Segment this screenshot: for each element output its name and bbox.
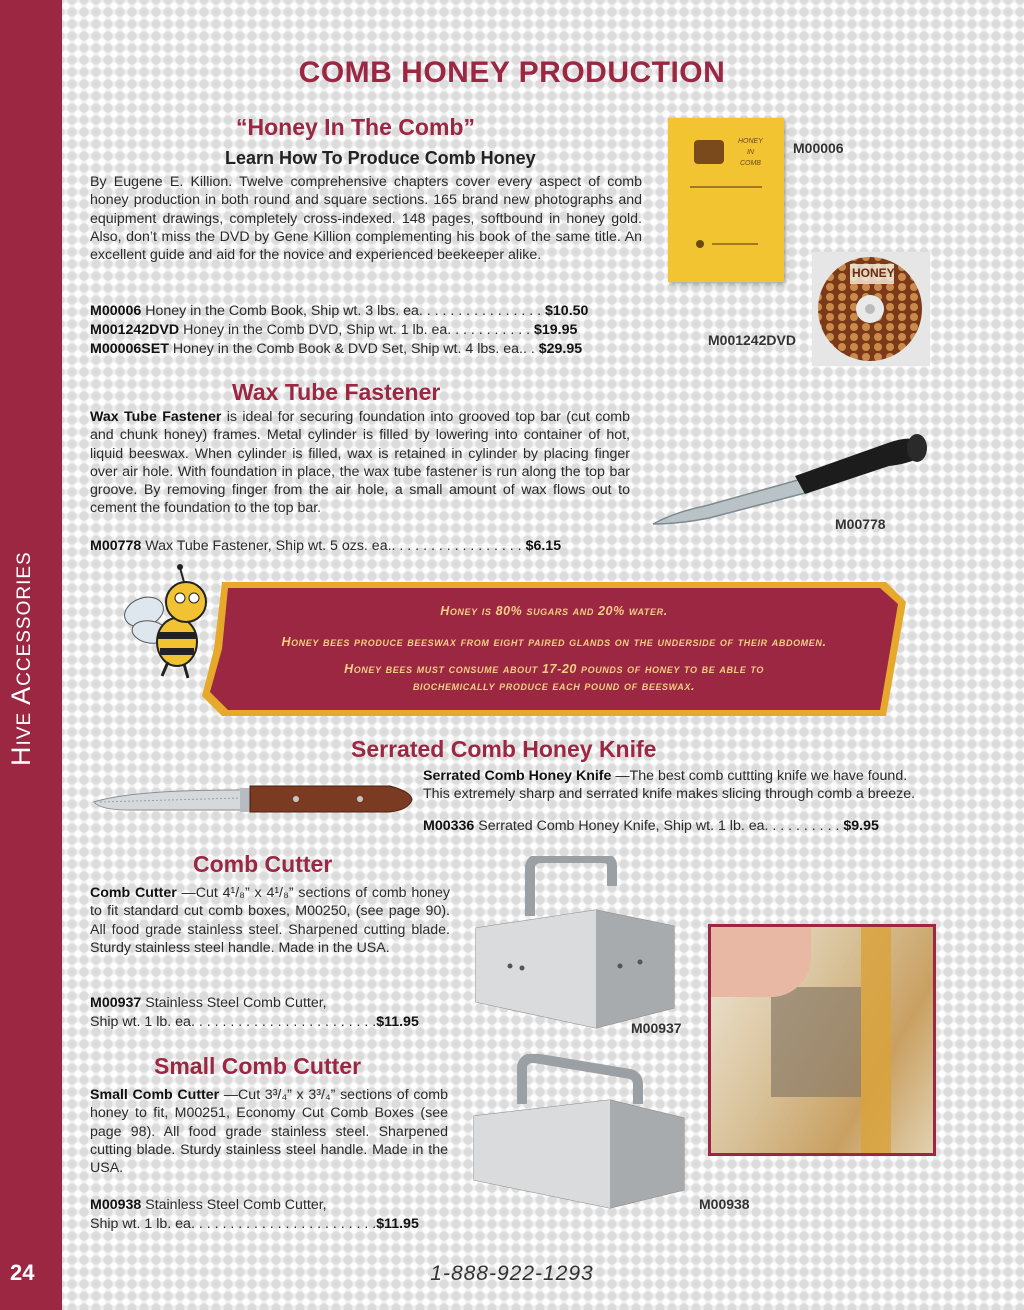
comb-cutter-description: Comb Cutter —Cut 4¹/₈” x 4¹/₈” sections of comb honey to fit standard cut comb boxes, M00250, (see page 90). All food grade stainless steel. Sharpened cutting blade. Sturdy stainless steel handle. Made in the USA. [90,885,450,956]
order-line: M00336 Serrated Comb Honey Knife, Ship wt. 1 lb. ea. . . . . . . . . . $9.95 [423,818,879,834]
wax-tube-image [645,420,935,540]
section-label: Hive Accessories [6,551,36,766]
phone-number[interactable]: 1-888-922-1293 [430,1262,594,1285]
book-heading: “Honey In The Comb” [236,114,475,140]
order-line: M00778 Wax Tube Fastener, Ship wt. 5 ozs. ea.. . . . . . . . . . . . . . . . . $6.15 [90,538,562,554]
order-line: M00006SET Honey in the Comb Book & DVD Set, Ship wt. 4 lbs. ea.. . $29.95 [90,341,583,357]
order-line: Ship wt. 1 lb. ea. . . . . . . . . . . . . . . . . . . . . . . .$11.95 [90,1014,419,1030]
order-line: Ship wt. 1 lb. ea. . . . . . . . . . . . . . . . . . . . . . . .$11.95 [90,1216,419,1232]
wax-tube-description: Wax Tube Fastener is ideal for securing foundation into grooved top bar (cut comb and chunk honey) frames. Metal cylinder is filled by lowering into container of hot, liquid beeswax. When cylinder is filled, wax is retained in cylinder by placing finger over air hole. With foundation in place, the wax tube fastener is run along the top bar groove. By removing finger from the air hole, a small amount of wax flows out to cement the foundation to the top bar. [90,409,630,517]
comb-cutter-heading: Comb Cutter [193,851,333,877]
product-code: M00006 [793,140,844,156]
page-title: COMB HONEY PRODUCTION [298,56,726,89]
small-comb-cutter-description: Small Comb Cutter —Cut 3³/₄” x 3³/₄” sections of comb honey to fit, M00251, Economy Cut Comb Boxes (see page 98). All food grade stainless steel. Sharpened cutting blade. Sturdy stainless steel handle. Made in the USA. [90,1087,449,1177]
small-comb-cutter-heading: Small Comb Cutter [154,1053,362,1079]
fact-2: Honey bees produce beeswax from eight paired glands on the underside of their abdomen. [281,635,827,649]
product-code: M00938 [699,1196,750,1212]
book-subheading: Learn How To Produce Comb Honey [225,148,536,168]
cutter-in-use-photo [708,924,936,1156]
wax-tube-heading: Wax Tube Fastener [232,379,441,405]
small-comb-cutter-image [470,1054,690,1210]
knife-description: Serrated Comb Honey Knife —The best comb cuttting knife we have found. This extremely sharp and serrated knife makes slicing through comb a breeze. [423,768,916,803]
knife-heading: Serrated Comb Honey Knife [351,736,657,762]
dvd-title: HONEY [852,266,895,280]
fact-1: Honey is 80% sugars and 20% water. [440,604,668,618]
page-number: 24 [10,1260,35,1285]
order-line: M00006 Honey in the Comb Book, Ship wt. 3 lbs. ea. . . . . . . . . . . . . . . . $10.50 [90,303,589,319]
fact-3-continued: biochemically produce each pound of beeswax. [412,679,696,693]
book-cover-title: HONEY IN COMB [738,138,763,167]
dvd-image [812,252,930,366]
sidebar [0,0,62,1310]
comb-cutter-image [470,856,680,1032]
beekeeper-illustration [694,140,724,164]
order-line: M00937 Stainless Steel Comb Cutter, [90,995,327,1011]
product-code: M00778 [835,516,886,532]
order-line: M001242DVD Honey in the Comb DVD, Ship wt. 1 lb. ea. . . . . . . . . . . $19.95 [90,322,578,338]
fact-3: Honey bees must consume about 17-20 pounds of honey to be able to [344,662,764,676]
order-line: M00938 Stainless Steel Comb Cutter, [90,1197,327,1213]
facts-banner [200,580,908,718]
product-code: M00937 [631,1020,682,1036]
book-cover-image [668,118,784,282]
product-code: M001242DVD [708,332,796,348]
book-description: By Eugene E. Killion. Twelve comprehensive chapters cover every aspect of comb honey production in both round and square sections. 165 brand new photographs and equipment drawings, completely cross-indexed. 148 pages, softbound in honey gold. Also, don’t miss the DVD by Gene Killion complementing his book of the same title. An excellent guide and aid for the novice and experienced beekeeper alike. [90,174,642,264]
knife-image [90,780,420,820]
